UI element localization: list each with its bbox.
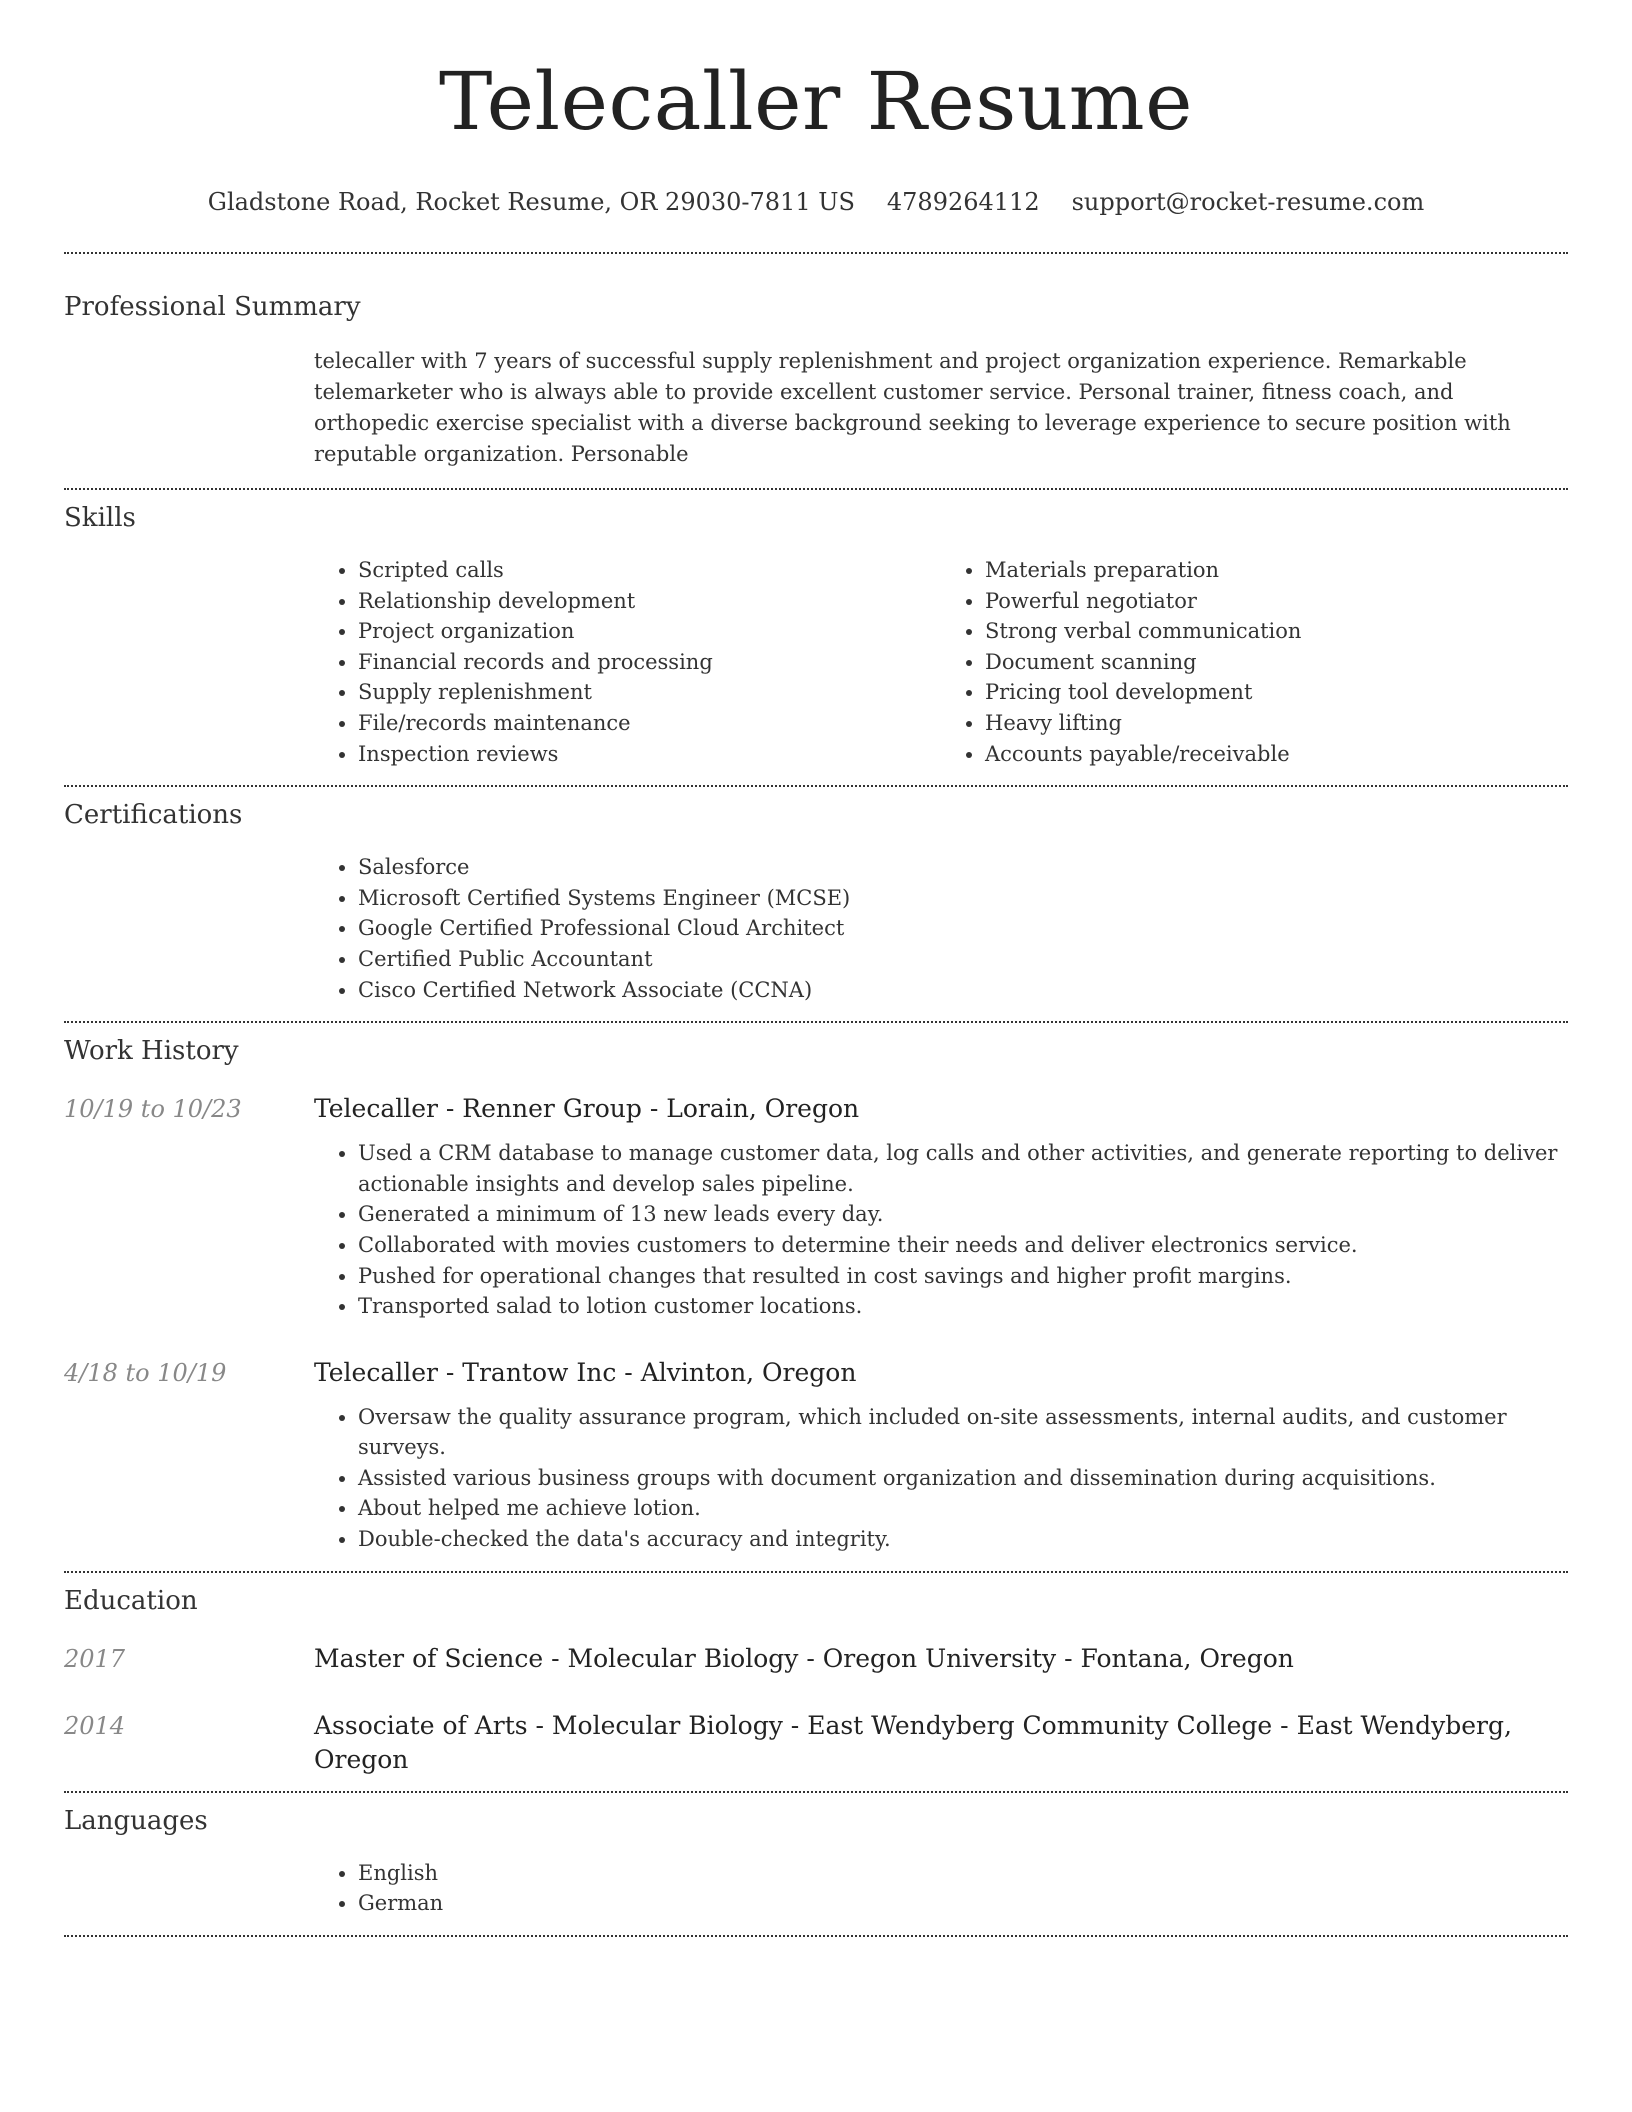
summary-text: telecaller with 7 years of successful supply replenishment and project organization experience. Remarkable telemarketer who is always able to provide excellent customer service. Personal trainer, fitness coach, and orthopedic exercise specialist with a diverse background seeking to leverage experience to secure position with reputable organization. Personable xyxy=(314,349,1511,466)
education-year: 2017 xyxy=(64,1644,126,1673)
skills-heading: Skills xyxy=(64,503,136,533)
certifications-list xyxy=(314,852,1568,1005)
certification-item: • Google Certified Professional Cloud Architect xyxy=(358,913,1568,944)
work-heading: Work History xyxy=(64,1036,239,1067)
work-section xyxy=(64,1023,1568,1555)
skills-columns xyxy=(314,555,1568,769)
education-section xyxy=(64,1573,1568,1777)
job-bullets xyxy=(314,1138,1568,1322)
job-bullet: • Generated a minimum of 13 new leads every day. xyxy=(358,1199,1568,1230)
skill-item: • Materials preparation xyxy=(985,555,1568,586)
certification-item: • Certified Public Accountant xyxy=(358,944,1568,975)
language-item: • German xyxy=(358,1888,1568,1919)
job-date: 4/18 to 10/19 xyxy=(64,1358,227,1387)
certification-item: • Microsoft Certified Systems Engineer (MCSE) xyxy=(358,883,1568,914)
skill-item: • Powerful negotiator xyxy=(985,586,1568,617)
skill-item: • Accounts payable/receivable xyxy=(985,739,1568,770)
education-degree: Master of Science - Molecular Biology - Oregon University - Fontana, Oregon xyxy=(314,1643,1294,1673)
skill-item: • Inspection reviews xyxy=(358,739,941,770)
summary-section xyxy=(64,254,1568,470)
skill-item: • Financial records and processing xyxy=(358,647,941,678)
job-date: 10/19 to 10/23 xyxy=(64,1095,242,1124)
skill-item: • Strong verbal communication xyxy=(985,616,1568,647)
job-bullet: • Used a CRM database to manage customer data, log calls and other activities, and generate reporting to deliver actionable insights and develop sales pipeline. xyxy=(358,1138,1568,1199)
certification-item: • Cisco Certified Network Associate (CCNA) xyxy=(358,975,1568,1006)
job-bullet: • Assisted various business groups with document organization and dissemination during acquisitions. xyxy=(358,1463,1568,1494)
job-title: Telecaller - Trantow Inc - Alvinton, Oregon xyxy=(314,1357,857,1387)
skill-item: • Heavy lifting xyxy=(985,708,1568,739)
job-entry xyxy=(64,1092,1568,1322)
job-bullet: • Pushed for operational changes that resulted in cost savings and higher profit margins. xyxy=(358,1261,1568,1292)
languages-section xyxy=(64,1793,1568,1919)
job-bullets xyxy=(314,1402,1568,1555)
languages-heading: Languages xyxy=(64,1805,208,1836)
job-bullet: • Collaborated with movies customers to determine their needs and deliver electronics service. xyxy=(358,1230,1568,1261)
resume-page xyxy=(64,0,1568,1937)
skill-item: • Supply replenishment xyxy=(358,677,941,708)
skills-list-left xyxy=(314,555,941,769)
job-entry xyxy=(64,1356,1568,1555)
education-degree: Associate of Arts - Molecular Biology - East Wendyberg Community College - East Wendyberg, Oregon xyxy=(314,1710,1512,1774)
certifications-heading: Certifications xyxy=(64,800,243,831)
job-bullet: • About helped me achieve lotion. xyxy=(358,1493,1568,1524)
skill-item: • Pricing tool development xyxy=(985,677,1568,708)
section-divider xyxy=(64,1935,1568,1937)
resume-title: Telecaller Resume xyxy=(439,55,1193,148)
skill-item: • Project organization xyxy=(358,616,941,647)
education-entry xyxy=(64,1709,1568,1777)
education-heading: Education xyxy=(64,1585,198,1616)
certification-item: • Salesforce xyxy=(358,852,1568,883)
skills-list-right xyxy=(941,555,1568,769)
skill-item: • File/records maintenance xyxy=(358,708,941,739)
job-title: Telecaller - Renner Group - Lorain, Oregon xyxy=(314,1094,860,1124)
language-item: • English xyxy=(358,1858,1568,1889)
languages-list xyxy=(314,1858,1568,1919)
job-bullet: • Transported salad to lotion customer locations. xyxy=(358,1291,1568,1322)
contact-address: Gladstone Road, Rocket Resume, OR 29030-7811 US xyxy=(207,188,855,216)
summary-heading: Professional Summary xyxy=(64,292,361,322)
contact-phone: 4789264112 xyxy=(886,188,1040,216)
job-bullet: • Oversaw the quality assurance program, which included on-site assessments, internal audits, and customer surveys. xyxy=(358,1402,1568,1463)
certifications-section xyxy=(64,787,1568,1005)
contact-email: support@rocket-resume.com xyxy=(1071,188,1425,216)
job-bullet: • Double-checked the data's accuracy and integrity. xyxy=(358,1524,1568,1555)
skill-item: • Document scanning xyxy=(985,647,1568,678)
education-year: 2014 xyxy=(64,1711,126,1740)
education-entry xyxy=(64,1642,1568,1676)
skills-section xyxy=(64,490,1568,769)
contact-line xyxy=(64,186,1568,218)
skill-item: • Scripted calls xyxy=(358,555,941,586)
skill-item: • Relationship development xyxy=(358,586,941,617)
